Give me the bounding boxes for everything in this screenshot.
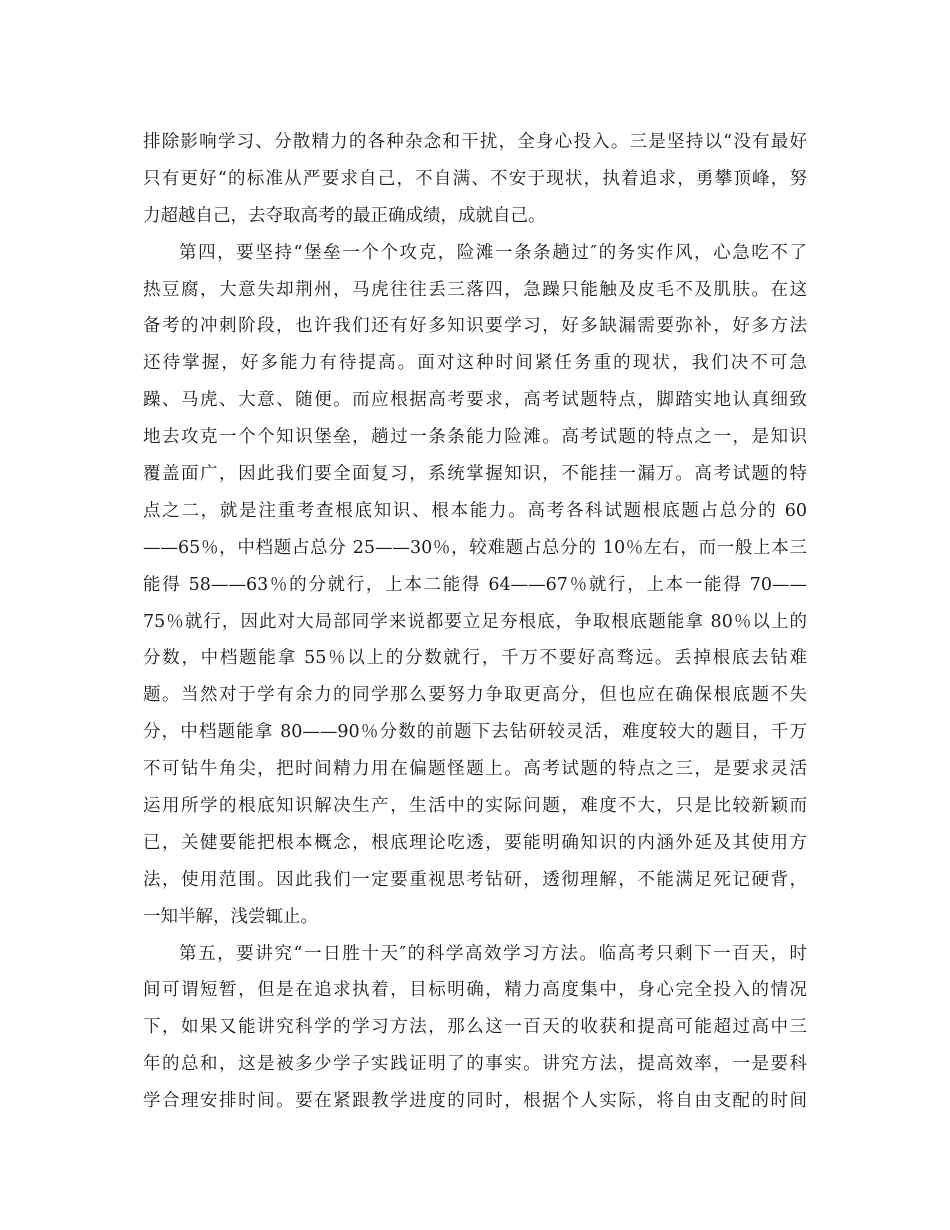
text-line: 力超越自己，去夺取高考的最正确成绩，成就自己。 (143, 205, 546, 226)
text-line: 分，中档题能拿 80——90％分数的前题下去钻研较灵活，难度较大的题目，千万 (143, 722, 807, 743)
text-line: 热豆腐，大意失却荆州，马虎往往丢三落四，急躁只能触及皮毛不及肌肤。在这 (143, 279, 807, 300)
text-line: 覆盖面广，因此我们要全面复习，系统掌握知识，不能挂一漏万。高考试题的特 (143, 464, 807, 485)
text-line: 地去攻克一个个知识堡垒，趟过一条条能力险滩。高考试题的特点之一，是知识 (143, 427, 807, 448)
text-line: 还待掌握，好多能力有待提高。面对这种时间紧任务重的现状，我们决不可急 (143, 353, 807, 374)
text-line: 年的总和，这是被多少学子实践证明了的事实。讲究方法，提高效率，一是要科 (143, 1054, 807, 1075)
text-line: 第五，要讲究“一日胜十天″的科学高效学习方法。临高考只剩下一百天，时 (179, 943, 807, 964)
document-body (143, 124, 807, 1120)
text-line: 不可钻牛角尖，把时间精力用在偏题怪题上。高考试题的特点之三，是要求灵活 (143, 759, 807, 780)
text-line: 能得 58——63％的分就行，上本二能得 64——67％就行，上本一能得 70—— (143, 574, 807, 595)
text-line: 点之二，就是注重考查根底知识、根本能力。高考各科试题根底题占总分的 60 (143, 500, 807, 521)
text-line: 运用所学的根底知识解决生产，生活中的实际问题，难度不大，只是比较新颖而 (143, 796, 807, 817)
text-line: 间可谓短暂，但是在追求执着，目标明确，精力高度集中，身心完全投入的情况 (143, 980, 807, 1001)
text-line: 下，如果又能讲究科学的学习方法，那么这一百天的收获和提高可能超过高中三 (143, 1017, 807, 1038)
text-line: 题。当然对于学有余力的同学那么要努力争取更高分，但也应在确保根底题不失 (143, 685, 807, 706)
text-line: 第四，要坚持“堡垒一个个攻克，险滩一条条趟过″的务实作风，心急吃不了 (179, 242, 807, 263)
text-line: 只有更好“的标准从严要求自己，不自满、不安于现状，执着追求，勇攀顶峰，努 (143, 168, 807, 189)
text-line: 已，关健要能把根本概念，根底理论吃透，要能明确知识的内涵外延及其使用方 (143, 832, 807, 853)
text-line: 法，使用范围。因此我们一定要重视思考钻研，透彻理解，不能满足死记硬背， (143, 869, 807, 890)
text-line: 分数，中档题能拿 55％以上的分数就行，千万不要好高骛远。丢掉根底去钻难 (143, 648, 807, 669)
text-line: 学合理安排时间。要在紧跟教学进度的同时，根据个人实际，将自由支配的时间 (143, 1091, 807, 1112)
text-line: 备考的冲刺阶段，也许我们还有好多知识要学习，好多缺漏需要弥补，好多方法 (143, 316, 807, 337)
text-line: ——65％，中档题占总分 25——30％，较难题占总分的 10％左右，而一般上本三 (143, 537, 807, 558)
text-line: 75％就行，因此对大局部同学来说都要立足夯根底，争取根底题能拿 80％以上的 (143, 611, 807, 632)
text-line: 躁、马虎、大意、随便。而应根据高考要求，高考试题特点，脚踏实地认真细致 (143, 390, 807, 411)
text-line: 一知半解，浅尝辄止。 (143, 906, 318, 927)
text-line: 排除影响学习、分散精力的各种杂念和干扰，全身心投入。三是坚持以“没有最好 (143, 132, 807, 152)
